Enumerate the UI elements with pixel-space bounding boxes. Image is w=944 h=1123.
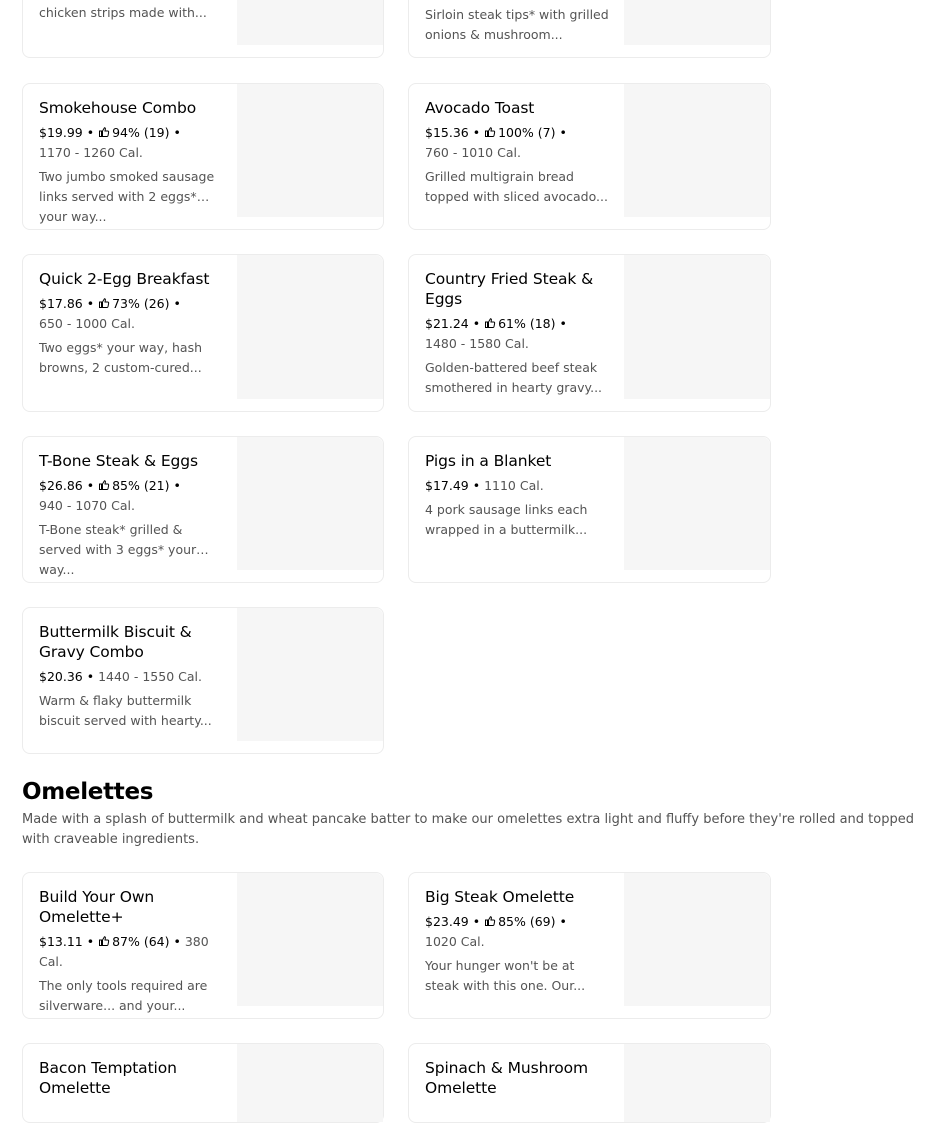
- menu-item-card[interactable]: [22, 254, 384, 412]
- item-description: Grilled multigrain bread topped with sliced avocado...: [425, 169, 608, 204]
- menu-item-card[interactable]: [22, 0, 384, 58]
- item-price: $21.24: [425, 316, 469, 331]
- item-name: Big Steak Omelette: [425, 888, 575, 906]
- menu-item-card[interactable]: [22, 83, 384, 230]
- item-calories: 650 - 1000 Cal.: [39, 316, 135, 331]
- item-price: $17.49: [425, 478, 469, 493]
- item-rating: 94% (19): [112, 125, 170, 140]
- item-image: [237, 1044, 383, 1122]
- item-image: [237, 608, 383, 741]
- menu-item-card[interactable]: [408, 436, 771, 583]
- menu-item-card[interactable]: [408, 1043, 771, 1123]
- section-title: Omelettes: [22, 779, 154, 805]
- section-description: Made with a splash of buttermilk and wheat pancake batter to make our omelettes extra light and fluffy before they're rolled and topped with craveable ingredients.: [22, 812, 914, 847]
- item-price: $23.49: [425, 914, 469, 929]
- item-name: Spinach & Mushroom Omelette: [425, 1059, 588, 1097]
- item-image: [624, 0, 770, 45]
- item-rating: 85% (21): [112, 478, 170, 493]
- item-image: [237, 255, 383, 399]
- item-price: $15.36: [425, 125, 469, 140]
- item-name: Smokehouse Combo: [39, 99, 197, 117]
- item-image: [237, 437, 383, 570]
- item-meta: $15.36 • 100% (7) • 760 - 1010 Cal.: [425, 125, 567, 160]
- item-meta: $13.11 • 87% (64) • 380 Cal.: [39, 934, 209, 969]
- menu-item-card[interactable]: [22, 1043, 384, 1123]
- item-price: $20.36: [39, 669, 83, 684]
- item-rating: 85% (69): [498, 914, 556, 929]
- item-image: [624, 1044, 770, 1122]
- item-price: $17.86: [39, 296, 83, 311]
- item-rating: 100% (7): [498, 125, 556, 140]
- item-price: $26.86: [39, 478, 83, 493]
- item-calories: 1170 - 1260 Cal.: [39, 145, 143, 160]
- item-rating: 61% (18): [498, 316, 556, 331]
- item-price: $13.11: [39, 934, 83, 949]
- item-description: chicken strips made with...: [39, 5, 207, 20]
- item-description: The only tools required are silverware... and your...: [39, 978, 208, 1013]
- item-calories: 380 Cal.: [39, 934, 209, 969]
- menu-item-card[interactable]: [408, 872, 771, 1019]
- item-name: Bacon Temptation Omelette: [39, 1059, 177, 1097]
- menu-item-card[interactable]: [408, 0, 771, 58]
- item-calories: 760 - 1010 Cal.: [425, 145, 521, 160]
- menu-item-card[interactable]: [408, 83, 771, 230]
- item-image: [624, 255, 770, 399]
- item-description: Two eggs* your way, hash browns, 2 custom-cured...: [39, 340, 203, 375]
- item-rating: 87% (64): [112, 934, 170, 949]
- item-meta: $20.36 • 1440 - 1550 Cal.: [39, 669, 202, 684]
- item-name: Country Fried Steak & Eggs: [425, 270, 594, 308]
- item-meta: $21.24 • 61% (18) • 1480 - 1580 Cal.: [425, 316, 567, 351]
- item-meta: $17.49 • 1110 Cal.: [425, 478, 544, 493]
- item-description: T-Bone steak* grilled & served with 3 eggs* your way...: [39, 522, 197, 577]
- item-name: Avocado Toast: [425, 99, 535, 117]
- item-description: Golden-battered beef steak smothered in hearty gravy...: [425, 360, 603, 395]
- item-image: [624, 84, 770, 217]
- item-name: Build Your Own Omelette+: [39, 888, 155, 926]
- thumbs-up-icon: [98, 935, 110, 947]
- item-calories: 1440 - 1550 Cal.: [98, 669, 202, 684]
- item-calories: 1110 Cal.: [484, 478, 544, 493]
- item-image: [237, 0, 383, 45]
- item-description: 4 pork sausage links each wrapped in a buttermilk...: [425, 502, 588, 537]
- menu-item-card[interactable]: [408, 254, 771, 412]
- item-image: [237, 84, 383, 217]
- item-image: [624, 873, 770, 1006]
- item-meta: $23.49 • 85% (69) • 1020 Cal.: [425, 914, 567, 949]
- item-calories: 940 - 1070 Cal.: [39, 498, 135, 513]
- item-price: $19.99: [39, 125, 83, 140]
- item-description: Warm & flaky buttermilk biscuit served with hearty...: [39, 693, 212, 728]
- item-description: Sirloin steak tips* with grilled onions & mushroom...: [425, 7, 609, 42]
- item-name: T-Bone Steak & Eggs: [39, 452, 199, 470]
- item-meta: $26.86 • 85% (21) • 940 - 1070 Cal.: [39, 478, 181, 513]
- item-meta: $19.99 • 94% (19) • 1170 - 1260 Cal.: [39, 125, 181, 160]
- thumbs-up-icon: [98, 126, 110, 138]
- item-image: [237, 873, 383, 1006]
- thumbs-up-icon: [484, 317, 496, 329]
- item-rating: 73% (26): [112, 296, 170, 311]
- thumbs-up-icon: [98, 479, 110, 491]
- thumbs-up-icon: [484, 126, 496, 138]
- menu-item-card[interactable]: [22, 872, 384, 1019]
- item-description: Two jumbo smoked sausage links served with 2 eggs* your way...: [39, 169, 215, 224]
- menu-item-card[interactable]: [22, 607, 384, 754]
- item-meta: $17.86 • 73% (26) • 650 - 1000 Cal.: [39, 296, 181, 331]
- item-name: Buttermilk Biscuit & Gravy Combo: [39, 623, 192, 661]
- item-name: Pigs in a Blanket: [425, 452, 552, 470]
- thumbs-up-icon: [98, 297, 110, 309]
- item-name: Quick 2-Egg Breakfast: [39, 270, 210, 288]
- item-calories: 1480 - 1580 Cal.: [425, 336, 529, 351]
- item-description: Your hunger won't be at steak with this one. Our...: [425, 958, 586, 993]
- thumbs-up-icon: [484, 915, 496, 927]
- menu-item-card[interactable]: [22, 436, 384, 583]
- item-calories: 1020 Cal.: [425, 934, 485, 949]
- item-image: [624, 437, 770, 570]
